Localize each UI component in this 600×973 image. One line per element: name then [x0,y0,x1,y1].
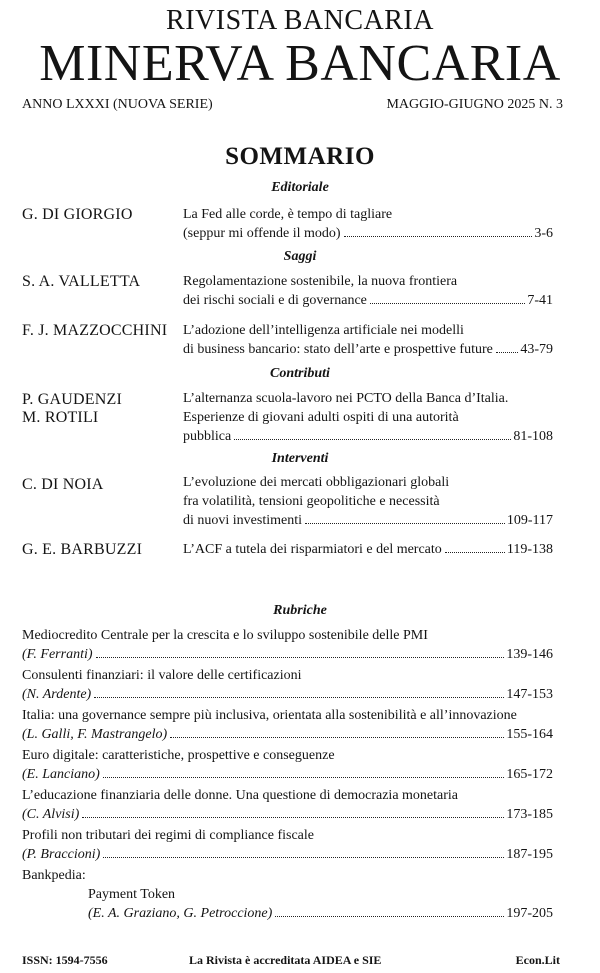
rubrica-title: Consulenti finanziari: il valore delle certificazioni [22,668,302,683]
dot-leader [305,523,505,524]
article-author: C. DI NOIA [22,476,104,493]
article-title-line: di business bancario: stato dell’arte e prospettive future 43-79 [183,342,553,357]
dot-leader [275,916,504,917]
article-entry[interactable] [183,473,553,530]
page-range: 3-6 [534,226,553,241]
article-author: G. E. BARBUZZI [22,541,143,558]
rubrica-author: (C. Alvisi) [22,807,80,822]
bankpedia-label: Bankpedia: [22,868,86,883]
section-interventi: Interventi [271,451,329,466]
rubrica-author: (N. Ardente) [22,687,92,702]
article-entry[interactable] [183,389,553,446]
section-editoriale: Editoriale [271,180,329,195]
article-title-line: di nuovi investimenti 109-117 [183,513,553,528]
rubrica-title: Profili non tributari dei regimi di compliance fiscale [22,828,314,843]
article-title-line: fra volatilità, tensioni geopolitiche e necessità [183,494,440,509]
article-author: G. DI GIORGIO [22,206,133,223]
article-title-line: (seppur mi offende il modo) 3-6 [183,226,553,241]
article-title-line: L’adozione dell’intelligenza artificiale nei modelli [183,323,464,338]
article-entry[interactable] [183,540,553,559]
rubrica-author: (F. Ferranti) [22,647,93,662]
footer-econlit: Econ.Lit [515,953,560,967]
rubrica-entry[interactable] [22,746,553,784]
page-range: 139-146 [506,647,553,662]
rubrica-title: L’educazione finanziaria delle donne. Una questione di democrazia monetaria [22,788,459,803]
page-range: 109-117 [506,513,553,528]
dot-leader [103,857,504,858]
dot-leader [445,552,505,553]
page-range: 81-108 [513,429,553,444]
dot-leader [234,439,511,440]
page-range: 43-79 [520,342,553,357]
bankpedia-entry[interactable] [22,866,553,923]
page-range: 173-185 [506,807,553,822]
bankpedia-title: Payment Token [88,887,176,902]
page-range: 165-172 [506,767,553,782]
dot-leader [82,817,504,818]
rubrica-author: (L. Galli, F. Mastrangelo) [22,727,168,742]
dot-leader [96,657,505,658]
article-author: M. ROTILI [22,409,99,426]
article-author: S. A. VALLETTA [22,273,141,290]
page-range: 7-41 [527,293,553,308]
rubrica-entry[interactable] [22,626,553,664]
dot-leader [170,737,504,738]
dot-leader [496,352,518,353]
footer-issn: ISSN: 1594-7556 [22,953,108,967]
article-title-line: dei rischi sociali e di governance 7-41 [183,293,553,308]
footer-accreditation: La Rivista è accreditata AIDEA e SIE [189,953,382,967]
rubrica-entry[interactable] [22,786,553,824]
rubrica-entry[interactable] [22,706,553,744]
issue-volume: ANNO LXXXI (NUOVA SERIE) [22,97,213,112]
page-range: 197-205 [506,906,553,921]
article-title-line: pubblica 81-108 [183,429,553,444]
rubrica-title: Italia: una governance sempre più inclusiva, orientata alla sostenibilità e all’innovazione [22,708,517,723]
article-title-line: L’ACF a tutela dei risparmiatori e del mercato 119-138 [183,542,553,557]
rubrica-entry[interactable] [22,666,553,704]
dot-leader [103,777,505,778]
article-entry[interactable] [183,205,553,243]
section-contributi: Contributi [270,366,330,381]
rubrica-title: Euro digitale: caratteristiche, prospettive e conseguenze [22,748,335,763]
dot-leader [370,303,525,304]
journal-title: MINERVA BANCARIA [39,35,561,92]
sommario-heading: SOMMARIO [225,143,375,170]
article-title-line: Esperienze di giovani adulti ospiti di una autorità [183,410,459,425]
page-range: 147-153 [506,687,553,702]
bankpedia-author: (E. A. Graziano, G. Petroccione) [88,906,273,921]
issue-date: MAGGIO-GIUGNO 2025 N. 3 [386,97,563,112]
article-author: P. GAUDENZI [22,391,122,408]
page-range: 119-138 [506,542,553,557]
article-author: F. J. MAZZOCCHINI [22,322,168,339]
article-entry[interactable] [183,272,553,310]
article-title-line: Regolamentazione sostenibile, la nuova frontiera [183,274,458,289]
rubrica-title: Mediocredito Centrale per la crescita e lo sviluppo sostenibile delle PMI [22,628,428,643]
article-title-line: L’evoluzione dei mercati obbligazionari globali [183,475,450,490]
dot-leader [94,697,504,698]
rubrica-author: (P. Braccioni) [22,847,101,862]
article-entry[interactable] [183,321,553,359]
article-title-line: L’alternanza scuola-lavoro nei PCTO della Banca d’Italia. [183,391,509,406]
dot-leader [344,236,533,237]
rubrica-entry[interactable] [22,826,553,864]
page-range: 187-195 [506,847,553,862]
section-rubriche: Rubriche [273,603,327,618]
article-title-line: La Fed alle corde, è tempo di tagliare [183,207,393,222]
section-saggi: Saggi [283,249,317,264]
page-range: 155-164 [506,727,553,742]
rubrica-author: (E. Lanciano) [22,767,100,782]
journal-overline: RIVISTA BANCARIA [166,5,434,36]
